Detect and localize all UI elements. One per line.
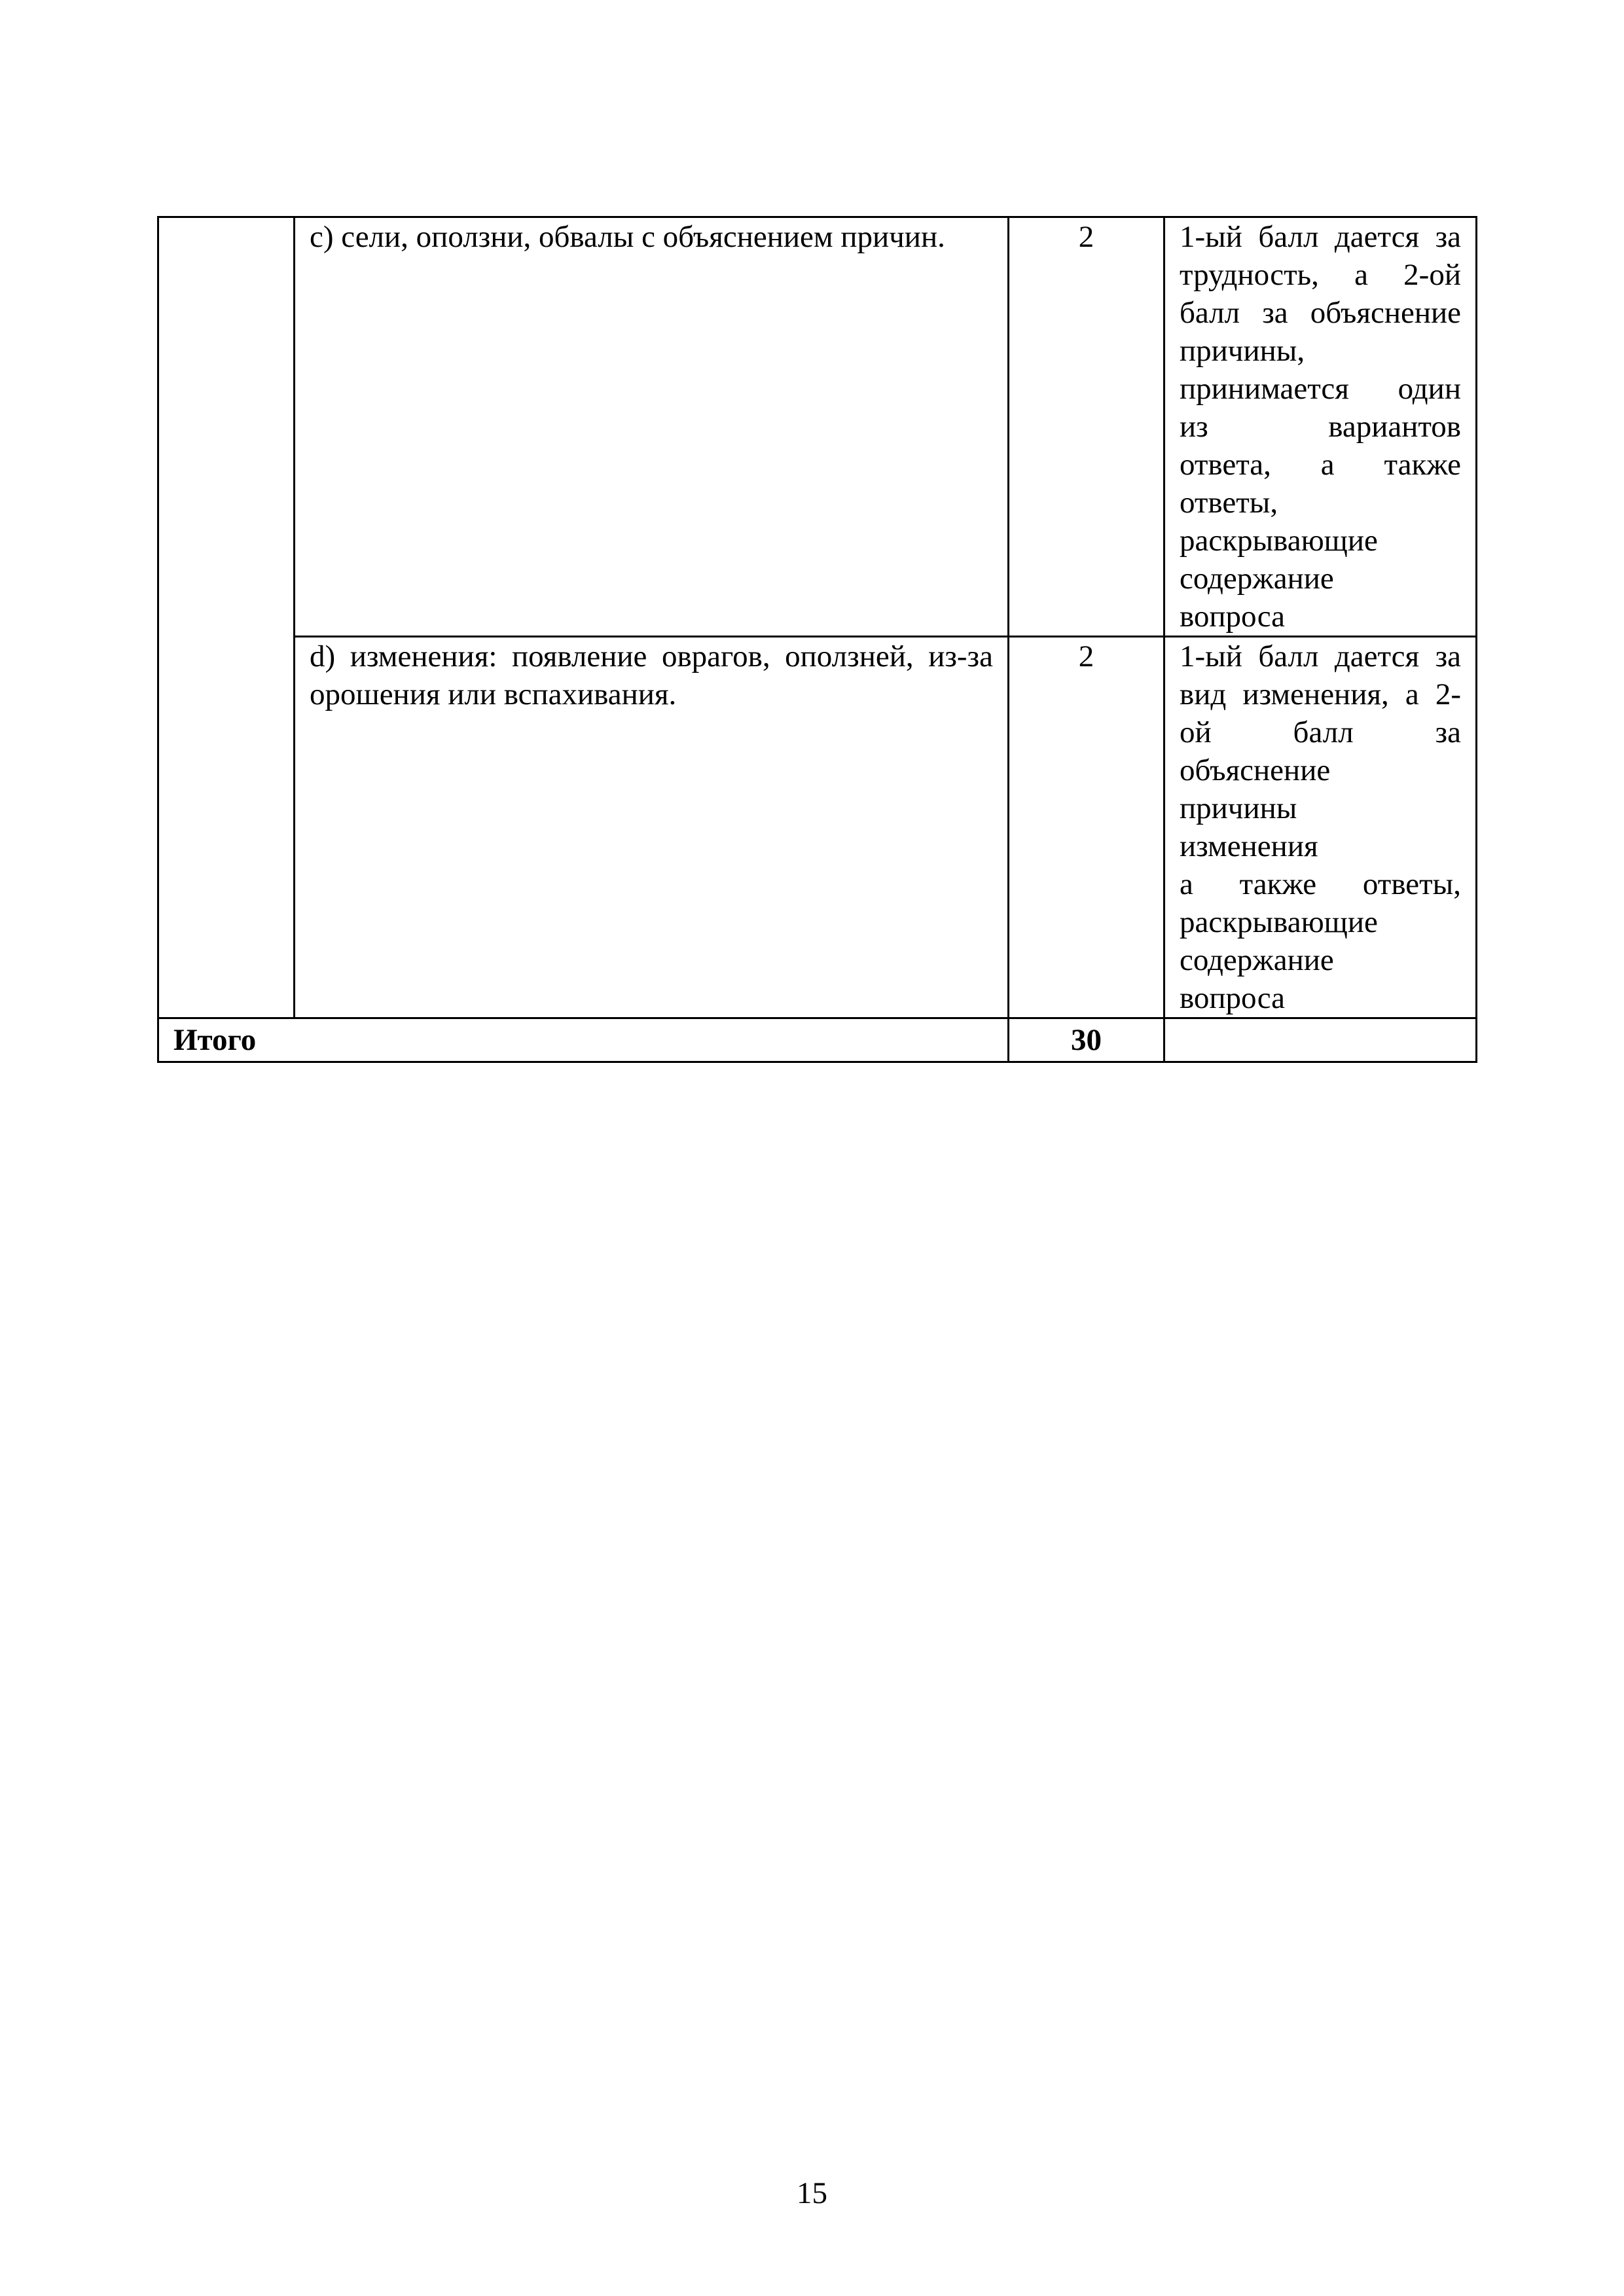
notes-line: ответа, а также bbox=[1180, 448, 1461, 482]
notes-line: раскрывающие bbox=[1180, 524, 1378, 558]
notes-line: вид изменения, а 2- bbox=[1180, 677, 1461, 711]
notes-line: 1-ый балл дается за bbox=[1180, 639, 1461, 673]
total-row bbox=[158, 1018, 1477, 1062]
notes-line: содержание bbox=[1180, 562, 1334, 596]
item-cell bbox=[295, 217, 1009, 637]
notes-line: причины bbox=[1180, 791, 1297, 825]
table-row bbox=[158, 217, 1477, 637]
points-value: 2 bbox=[1078, 220, 1094, 254]
notes-line: изменения bbox=[1180, 829, 1318, 863]
notes-line: принимается один bbox=[1180, 372, 1461, 406]
item-text: c) сели, оползни, обвалы с объяснением причин. bbox=[310, 220, 945, 254]
notes-line: балл за объяснение bbox=[1180, 296, 1461, 330]
total-points: 30 bbox=[1071, 1023, 1102, 1057]
points-cell bbox=[1009, 637, 1164, 1018]
notes-line: 1-ый балл дается за bbox=[1180, 220, 1461, 254]
notes-line: трудность, а 2-ой bbox=[1180, 258, 1461, 292]
notes-line: объяснение bbox=[1180, 753, 1331, 787]
notes-line: причины, bbox=[1180, 334, 1305, 368]
notes-line: содержание bbox=[1180, 943, 1334, 977]
notes-line: ответы, bbox=[1180, 486, 1278, 520]
points-cell bbox=[1009, 217, 1164, 637]
item-text: d) изменения: появление оврагов, оползней, из-за орошения или вспахивания. bbox=[310, 639, 993, 711]
notes-line: вопроса bbox=[1180, 600, 1285, 634]
points-value: 2 bbox=[1078, 639, 1094, 673]
notes-line: а также ответы, bbox=[1180, 867, 1461, 901]
page-number: 15 bbox=[797, 2176, 827, 2210]
item-cell bbox=[295, 637, 1009, 1018]
section-cell bbox=[158, 217, 295, 1018]
notes-line: ой балл за bbox=[1180, 715, 1461, 749]
notes-cell bbox=[1164, 637, 1477, 1018]
notes-cell bbox=[1164, 217, 1477, 637]
notes-line: из вариантов bbox=[1180, 410, 1461, 444]
table-row bbox=[158, 637, 1477, 1018]
total-label: Итого bbox=[173, 1023, 257, 1057]
notes-line: раскрывающие bbox=[1180, 905, 1378, 939]
total-label-cell bbox=[158, 1018, 1009, 1062]
notes-line: вопроса bbox=[1180, 981, 1285, 1015]
total-points-cell bbox=[1009, 1018, 1164, 1062]
grading-table bbox=[157, 216, 1477, 1063]
total-notes-cell bbox=[1164, 1018, 1477, 1062]
